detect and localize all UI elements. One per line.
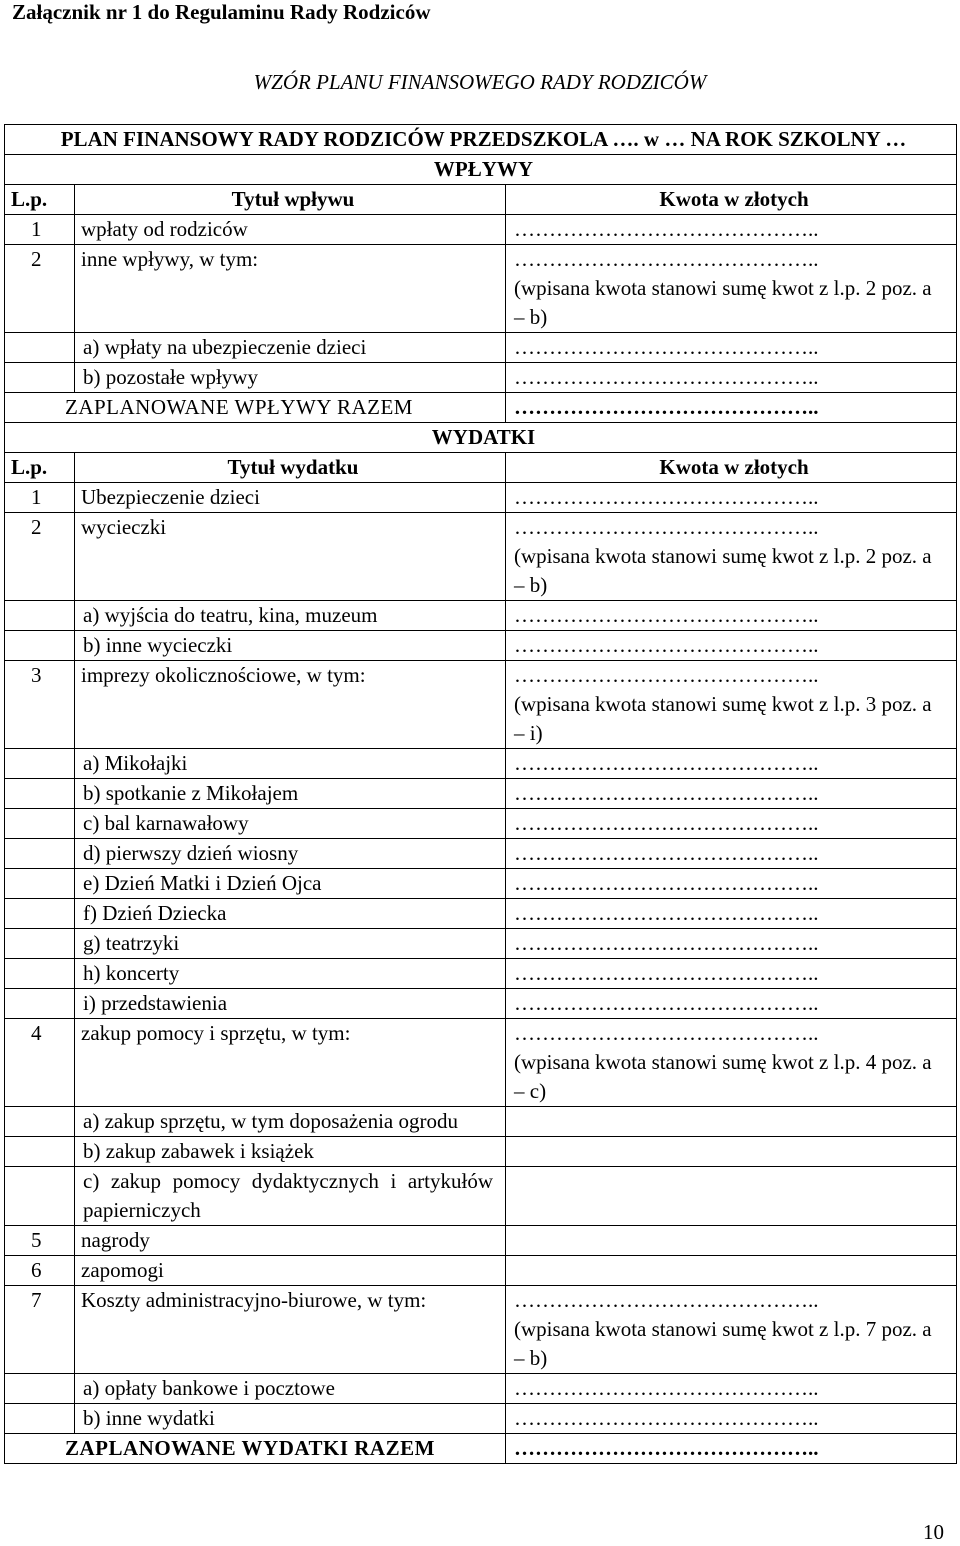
table-row bbox=[5, 631, 957, 661]
financial-plan-table bbox=[4, 124, 957, 1464]
row-title: b) inne wydatki bbox=[75, 1404, 506, 1434]
row-amount: …………………………………….. bbox=[506, 1404, 957, 1434]
row-lp bbox=[5, 869, 75, 899]
row-lp bbox=[5, 363, 75, 393]
table-row bbox=[5, 333, 957, 363]
plan-title-row bbox=[5, 125, 957, 155]
table-row bbox=[5, 245, 957, 333]
table-row bbox=[5, 483, 957, 513]
row-title: wpłaty od rodziców bbox=[75, 215, 506, 245]
column-header-title: Tytuł wpływu bbox=[75, 185, 506, 215]
row-amount: …………………………………….. bbox=[506, 215, 957, 245]
row-amount: …………………………………….. bbox=[506, 601, 957, 631]
table-row bbox=[5, 779, 957, 809]
row-title: zapomogi bbox=[75, 1256, 506, 1286]
document-header: Załącznik nr 1 do Regulaminu Rady Rodziców bbox=[12, 0, 431, 24]
row-title: b) pozostałe wpływy bbox=[75, 363, 506, 393]
row-lp: 5 bbox=[5, 1226, 75, 1256]
row-title: a) opłaty bankowe i pocztowe bbox=[75, 1374, 506, 1404]
row-lp: 4 bbox=[5, 1019, 75, 1107]
row-title: Koszty administracyjno-biurowe, w tym: bbox=[75, 1286, 506, 1374]
financial-plan-body bbox=[5, 125, 957, 1464]
table-row bbox=[5, 1374, 957, 1404]
row-amount bbox=[506, 1226, 957, 1256]
row-lp: 2 bbox=[5, 513, 75, 601]
row-amount: …………………………………….. bbox=[506, 959, 957, 989]
row-amount: …………………………………….. bbox=[506, 1374, 957, 1404]
row-title: Ubezpieczenie dzieci bbox=[75, 483, 506, 513]
row-amount bbox=[506, 1107, 957, 1137]
row-amount: …………………………………….. (wpisana kwota stanowi sumę kwot z l.p. 2 poz. a – b) bbox=[506, 245, 957, 333]
row-amount: …………………………………….. bbox=[506, 989, 957, 1019]
table-row bbox=[5, 1256, 957, 1286]
row-lp bbox=[5, 1374, 75, 1404]
row-lp bbox=[5, 1107, 75, 1137]
row-title: zakup pomocy i sprzętu, w tym: bbox=[75, 1019, 506, 1107]
row-amount bbox=[506, 1137, 957, 1167]
row-lp: 2 bbox=[5, 245, 75, 333]
row-lp bbox=[5, 1404, 75, 1434]
table-row bbox=[5, 1137, 957, 1167]
row-amount bbox=[506, 1256, 957, 1286]
row-title: h) koncerty bbox=[75, 959, 506, 989]
row-title: a) wyjścia do teatru, kina, muzeum bbox=[75, 601, 506, 631]
row-lp: 6 bbox=[5, 1256, 75, 1286]
row-title: b) zakup zabawek i książek bbox=[75, 1137, 506, 1167]
row-lp bbox=[5, 749, 75, 779]
table-row bbox=[5, 601, 957, 631]
row-lp bbox=[5, 1137, 75, 1167]
income-section-title: WPŁYWY bbox=[5, 155, 957, 185]
row-amount: …………………………………….. bbox=[506, 929, 957, 959]
row-lp bbox=[5, 333, 75, 363]
income-header-row bbox=[5, 185, 957, 215]
table-row bbox=[5, 1404, 957, 1434]
document-subtitle: WZÓR PLANU FINANSOWEGO RADY RODZICÓW bbox=[253, 70, 707, 94]
table-row bbox=[5, 989, 957, 1019]
table-row bbox=[5, 839, 957, 869]
table-row bbox=[5, 1107, 957, 1137]
income-section-row bbox=[5, 155, 957, 185]
row-title: inne wpływy, w tym: bbox=[75, 245, 506, 333]
expenses-section-title: WYDATKI bbox=[5, 423, 957, 453]
row-amount: …………………………………….. bbox=[506, 899, 957, 929]
row-title: b) spotkanie z Mikołajem bbox=[75, 779, 506, 809]
table-row bbox=[5, 513, 957, 601]
row-lp: 1 bbox=[5, 215, 75, 245]
column-header-lp: L.p. bbox=[5, 453, 75, 483]
income-total-row bbox=[5, 393, 957, 423]
row-title: a) zakup sprzętu, w tym doposażenia ogrodu bbox=[75, 1107, 506, 1137]
row-amount: …………………………………….. bbox=[506, 333, 957, 363]
row-lp bbox=[5, 899, 75, 929]
table-row bbox=[5, 869, 957, 899]
income-total-value: …………………………………….. bbox=[506, 393, 957, 423]
table-row bbox=[5, 749, 957, 779]
row-lp: 1 bbox=[5, 483, 75, 513]
page-number: 10 bbox=[923, 1520, 944, 1544]
expenses-total-row bbox=[5, 1434, 957, 1464]
row-title: d) pierwszy dzień wiosny bbox=[75, 839, 506, 869]
row-amount: …………………………………….. (wpisana kwota stanowi sumę kwot z l.p. 2 poz. a – b) bbox=[506, 513, 957, 601]
row-title: e) Dzień Matki i Dzień Ojca bbox=[75, 869, 506, 899]
table-row bbox=[5, 929, 957, 959]
row-lp: 7 bbox=[5, 1286, 75, 1374]
row-amount: …………………………………….. (wpisana kwota stanowi sumę kwot z l.p. 4 poz. a – c) bbox=[506, 1019, 957, 1107]
table-row bbox=[5, 899, 957, 929]
row-lp bbox=[5, 929, 75, 959]
row-title: g) teatrzyki bbox=[75, 929, 506, 959]
row-amount: …………………………………….. bbox=[506, 839, 957, 869]
row-lp bbox=[5, 779, 75, 809]
income-total-label: ZAPLANOWANE WPŁYWY RAZEM bbox=[5, 393, 506, 423]
row-lp bbox=[5, 631, 75, 661]
row-title: wycieczki bbox=[75, 513, 506, 601]
row-amount: …………………………………….. bbox=[506, 809, 957, 839]
expenses-total-value: …………………………………….. bbox=[506, 1434, 957, 1464]
row-amount: …………………………………….. bbox=[506, 631, 957, 661]
row-amount bbox=[506, 1167, 957, 1226]
row-title: a) Mikołajki bbox=[75, 749, 506, 779]
expenses-header-row bbox=[5, 453, 957, 483]
row-amount: …………………………………….. (wpisana kwota stanowi sumę kwot z l.p. 3 poz. a – i) bbox=[506, 661, 957, 749]
column-header-lp: L.p. bbox=[5, 185, 75, 215]
row-title: i) przedstawienia bbox=[75, 989, 506, 1019]
table-row bbox=[5, 363, 957, 393]
row-lp bbox=[5, 839, 75, 869]
row-title: b) inne wycieczki bbox=[75, 631, 506, 661]
row-lp bbox=[5, 809, 75, 839]
row-amount: …………………………………….. bbox=[506, 363, 957, 393]
row-amount: …………………………………….. bbox=[506, 779, 957, 809]
row-lp bbox=[5, 1167, 75, 1226]
table-row bbox=[5, 809, 957, 839]
row-lp bbox=[5, 601, 75, 631]
table-row bbox=[5, 1167, 957, 1226]
column-header-amount: Kwota w złotych bbox=[506, 185, 957, 215]
row-title: a) wpłaty na ubezpieczenie dzieci bbox=[75, 333, 506, 363]
row-lp bbox=[5, 989, 75, 1019]
table-row bbox=[5, 661, 957, 749]
table-row bbox=[5, 959, 957, 989]
table-row bbox=[5, 1286, 957, 1374]
table-row bbox=[5, 1226, 957, 1256]
row-amount: …………………………………….. bbox=[506, 483, 957, 513]
row-amount: …………………………………….. bbox=[506, 869, 957, 899]
row-title: f) Dzień Dziecka bbox=[75, 899, 506, 929]
table-row bbox=[5, 215, 957, 245]
row-lp: 3 bbox=[5, 661, 75, 749]
column-header-amount: Kwota w złotych bbox=[506, 453, 957, 483]
row-lp bbox=[5, 959, 75, 989]
expenses-total-label: ZAPLANOWANE WYDATKI RAZEM bbox=[5, 1434, 506, 1464]
row-amount: …………………………………….. (wpisana kwota stanowi sumę kwot z l.p. 7 poz. a – b) bbox=[506, 1286, 957, 1374]
row-title: c) bal karnawałowy bbox=[75, 809, 506, 839]
row-title: c) zakup pomocy dydaktycznych i artykułów papierniczych bbox=[75, 1167, 506, 1226]
column-header-title: Tytuł wydatku bbox=[75, 453, 506, 483]
table-row bbox=[5, 1019, 957, 1107]
expenses-section-row bbox=[5, 423, 957, 453]
row-amount: …………………………………….. bbox=[506, 749, 957, 779]
plan-title: PLAN FINANSOWY RADY RODZICÓW PRZEDSZKOLA …. w … NA ROK SZKOLNY … bbox=[5, 125, 957, 155]
row-title: imprezy okolicznościowe, w tym: bbox=[75, 661, 506, 749]
row-title: nagrody bbox=[75, 1226, 506, 1256]
